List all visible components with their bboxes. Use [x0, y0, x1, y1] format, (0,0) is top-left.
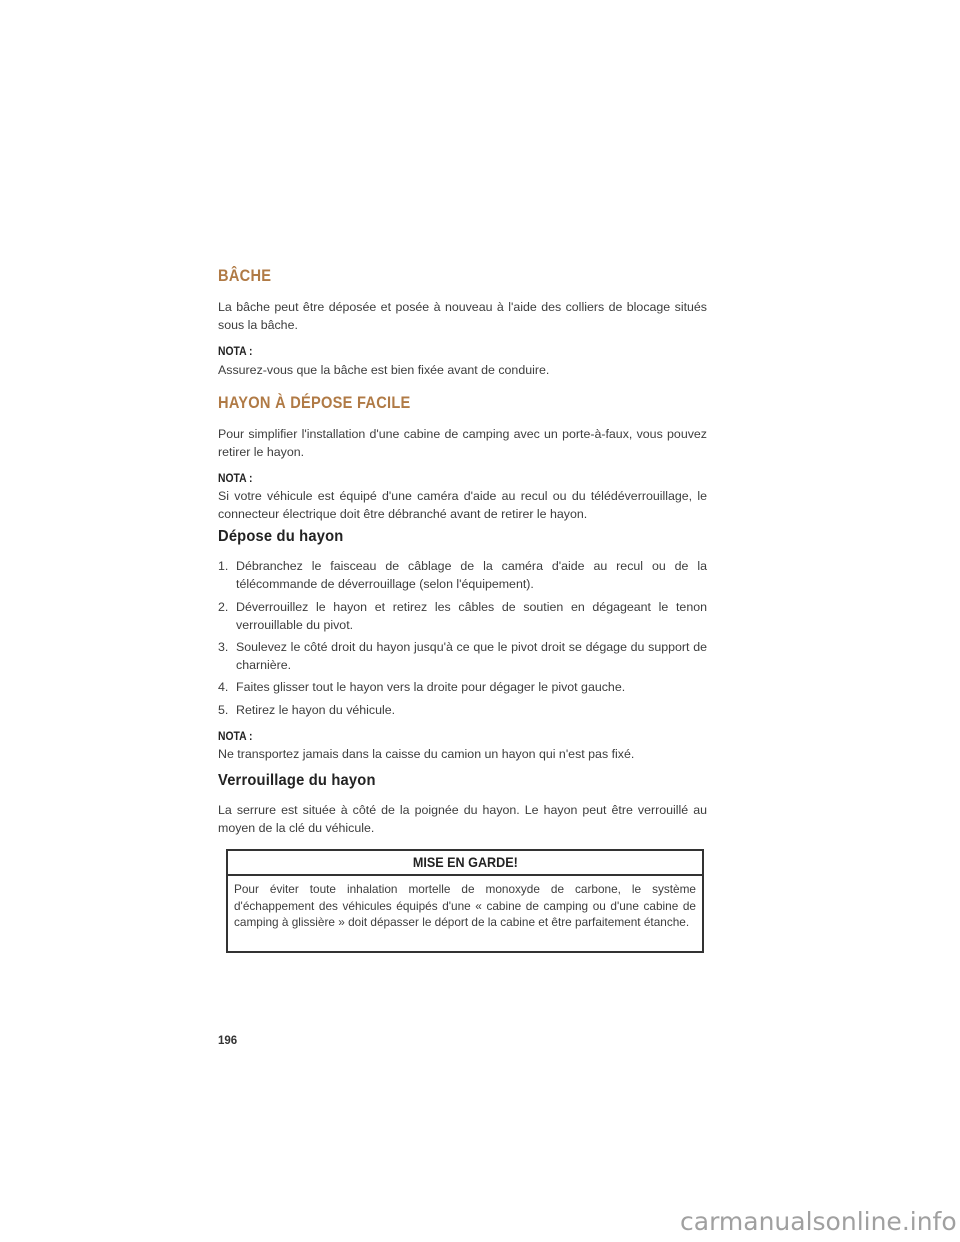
- step-number: 3.: [218, 640, 229, 654]
- verrouillage-paragraph: La serrure est située à côté de la poignée du hayon. Le hayon peut être verrouillé au moyen de la clé du véhicule.: [218, 803, 707, 835]
- bache-nota-text: Assurez-vous que la bâche est bien fixée avant de conduire.: [218, 363, 550, 377]
- list-item: [218, 557, 707, 593]
- step-number: 4.: [218, 680, 229, 694]
- nota-label: NOTA :: [218, 346, 253, 358]
- warning-box: [226, 849, 704, 953]
- list-item: [218, 638, 707, 674]
- step-text: Débranchez le faisceau de câblage de la caméra d'aide au recul ou de la télécommande de déverrouillage (selon l'équipement).: [236, 559, 707, 591]
- step-text: Soulevez le côté droit du hayon jusqu'à ce que le pivot droit se dégage du support de charnière.: [236, 640, 707, 672]
- subsection-title-depose: Dépose du hayon: [218, 528, 344, 545]
- section-title-bache: BÂCHE: [218, 266, 272, 285]
- step-text: Retirez le hayon du véhicule.: [236, 703, 396, 717]
- step-text: Déverrouillez le hayon et retirez les câbles de soutien en dégageant le tenon verrouillable du pivot.: [236, 600, 707, 632]
- warning-title-text: MISE EN GARDE!: [412, 854, 518, 870]
- list-item: [218, 701, 707, 719]
- step-number: 2.: [218, 600, 229, 614]
- warning-text: Pour éviter toute inhalation mortelle de monoxyde de carbone, le système d'échappement des véhicules équipés d'une « cabine de camping ou d'une cabine de camping à glissière » doit dépasser le déport de la cabine et être parfaitement étanche.: [234, 882, 696, 929]
- step-text: Faites glisser tout le hayon vers la droite pour dégager le pivot gauche.: [236, 680, 626, 694]
- nota-label: NOTA :: [218, 473, 253, 485]
- step-number: 1.: [218, 559, 229, 573]
- section-title-hayon: HAYON À DÉPOSE FACILE: [218, 393, 411, 412]
- hayon-nota-text: Si votre véhicule est équipé d'une caméra d'aide au recul ou du télédéverrouillage, le connecteur électrique doit être débranché avant de retirer le hayon.: [218, 489, 707, 521]
- step-number: 5.: [218, 703, 229, 717]
- depose-nota-text: Ne transportez jamais dans la caisse du camion un hayon qui n'est pas fixé.: [218, 747, 635, 761]
- bache-paragraph: La bâche peut être déposée et posée à nouveau à l'aide des colliers de blocage situés sous la bâche.: [218, 300, 707, 332]
- list-item: [218, 598, 707, 634]
- hayon-paragraph: Pour simplifier l'installation d'une cabine de camping avec un porte-à-faux, vous pouvez retirer le hayon.: [218, 427, 707, 459]
- list-item: [218, 678, 707, 696]
- subsection-title-verrouillage: Verrouillage du hayon: [218, 772, 376, 789]
- watermark: carmanualsonline.info: [680, 1207, 957, 1236]
- warning-title: [228, 851, 702, 876]
- page-number: 196: [218, 1035, 238, 1047]
- nota-label: NOTA :: [218, 731, 253, 743]
